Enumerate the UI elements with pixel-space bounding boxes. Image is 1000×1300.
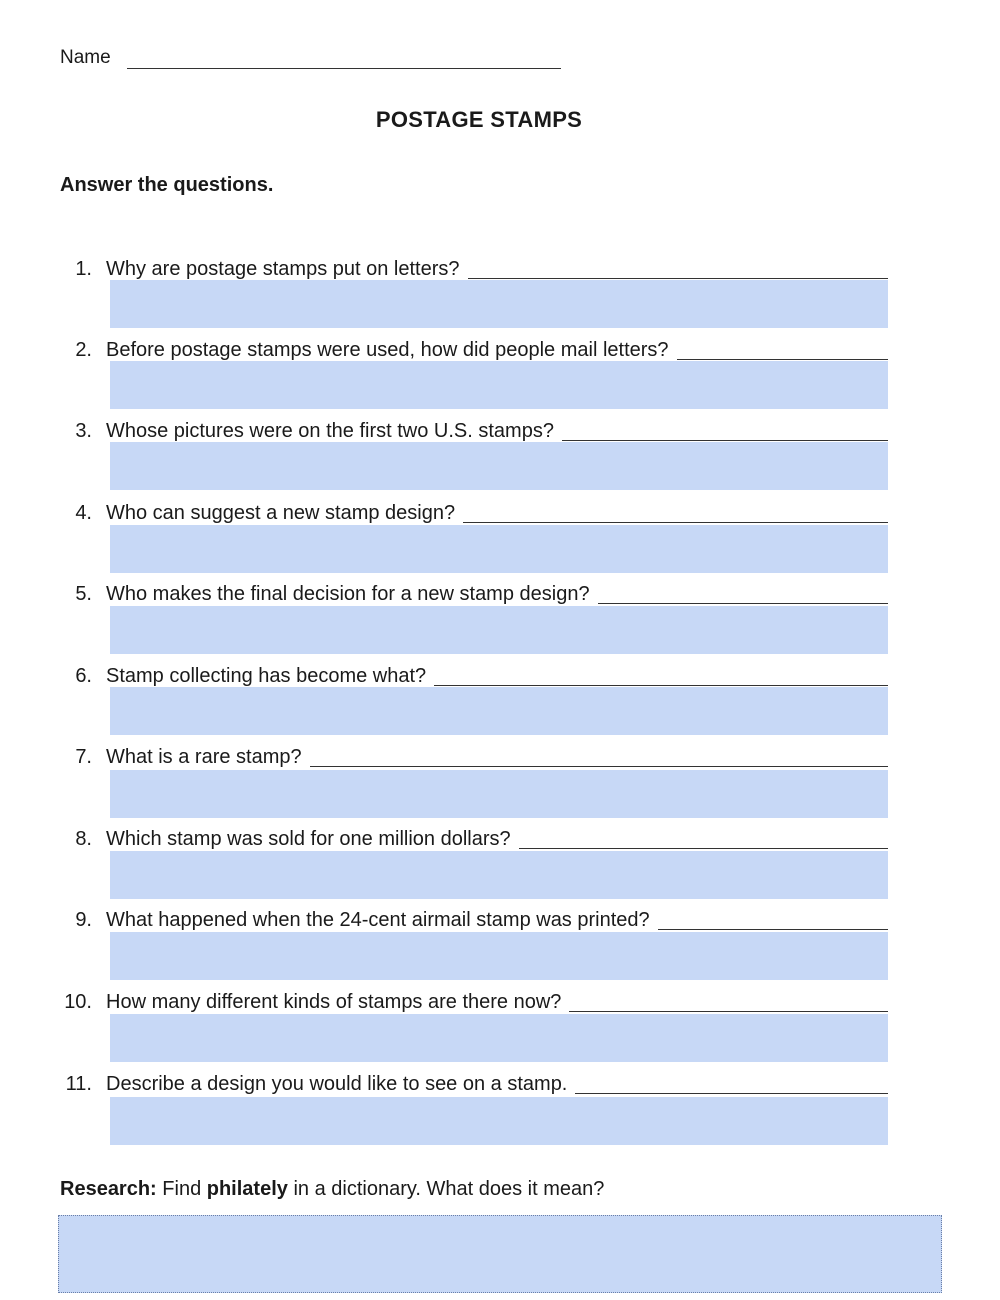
question-number: 7. [75,746,92,768]
answer-field-1[interactable] [110,280,888,328]
answer-line [658,909,888,930]
answer-line [562,420,888,441]
question-text: Which stamp was sold for one million dollars? [106,828,511,850]
question-number: 5. [75,583,92,605]
answer-field-2[interactable] [110,361,888,409]
question-number: 8. [75,828,92,850]
answer-line [434,665,888,686]
question-number: 2. [75,339,92,361]
answer-field-5[interactable] [110,606,888,654]
name-line [127,48,561,69]
answer-field-9[interactable] [110,932,888,980]
answer-field-11[interactable] [110,1097,888,1145]
name-label: Name [60,47,111,68]
question-text: Who makes the final decision for a new stamp design? [106,583,590,605]
question-text: How many different kinds of stamps are there now? [106,991,562,1013]
question-number: 3. [75,420,92,442]
research-answer-field[interactable] [58,1215,942,1293]
question-text: Who can suggest a new stamp design? [106,502,456,524]
question-text: Whose pictures were on the first two U.S. stamps? [106,420,554,442]
question-number: 6. [75,665,92,687]
research-text-before: Find [162,1178,202,1200]
research-prompt [60,1178,604,1201]
answer-line [468,258,888,279]
instructions: Answer the questions. [60,174,274,196]
answer-field-6[interactable] [110,687,888,735]
answer-field-8[interactable] [110,851,888,899]
name-row [60,47,561,69]
answer-line [569,991,888,1012]
answer-field-7[interactable] [110,770,888,818]
question-number: 10. [64,991,92,1013]
research-text-after: in a dictionary. What does it mean? [293,1178,605,1200]
question-text: Stamp collecting has become what? [106,665,427,687]
research-label: Research: [60,1178,157,1200]
question-number: 1. [75,258,92,280]
answer-line [677,339,888,360]
question-text: Before postage stamps were used, how did people mail letters? [106,339,669,361]
question-text: What happened when the 24-cent airmail stamp was printed? [106,909,650,931]
answer-field-10[interactable] [110,1014,888,1062]
question-text: Describe a design you would like to see on a stamp. [106,1073,568,1095]
answer-line [519,828,888,849]
question-number: 11. [65,1073,92,1095]
question-number: 9. [75,909,92,931]
answer-line [463,502,888,523]
answer-line [575,1073,888,1094]
answer-field-3[interactable] [110,442,888,490]
page-title: POSTAGE STAMPS [375,107,583,132]
answer-field-4[interactable] [110,525,888,573]
answer-line [310,746,888,767]
question-text: Why are postage stamps put on letters? [106,258,460,280]
question-number: 4. [75,502,92,524]
answer-line [598,583,888,604]
research-keyword: philately [206,1178,288,1200]
question-text: What is a rare stamp? [106,746,302,768]
